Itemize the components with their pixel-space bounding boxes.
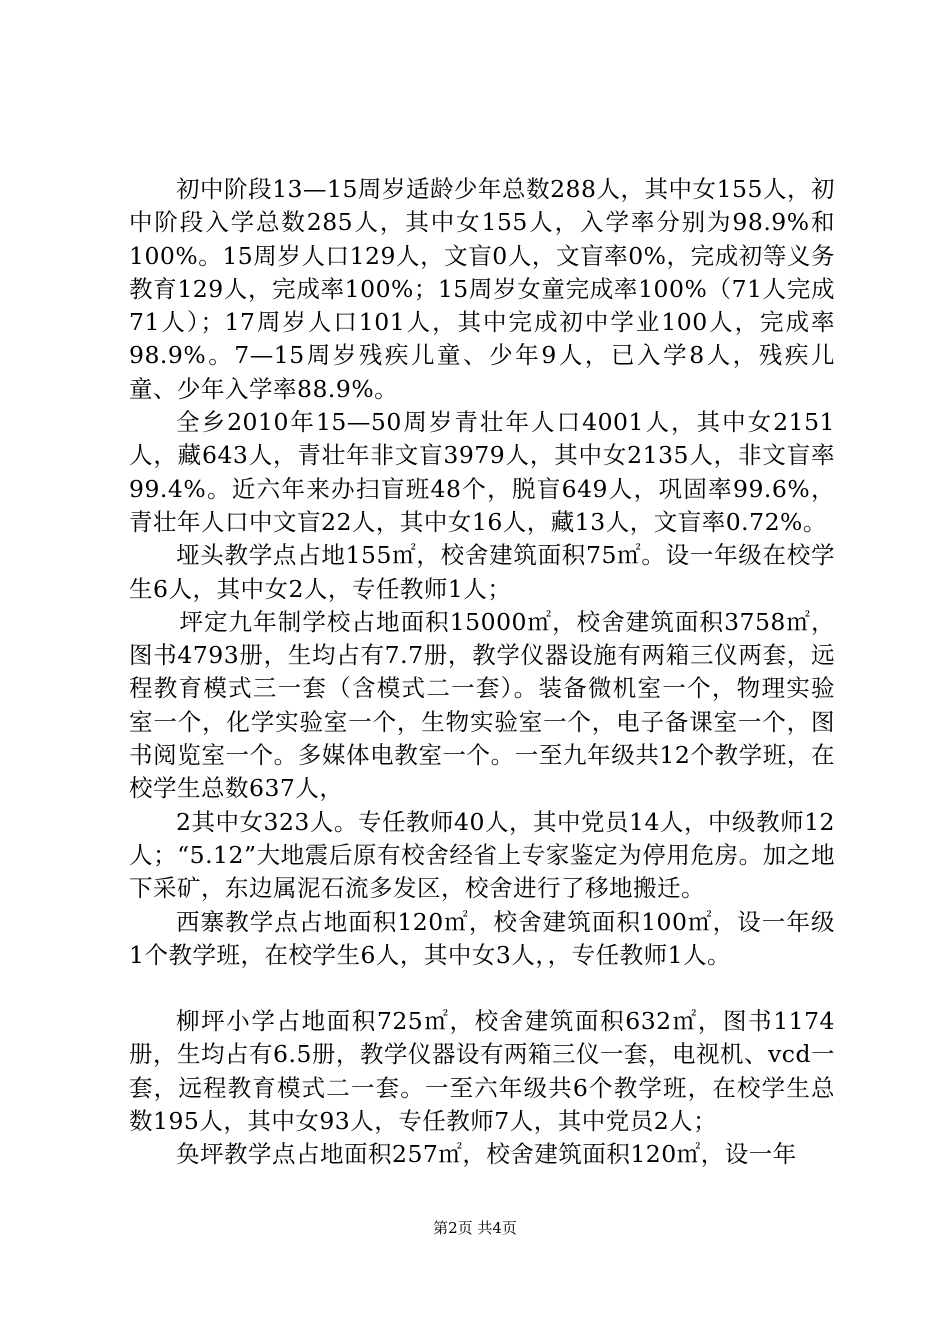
paragraph-pingding-school: 坪定九年制学校占地面积15000㎡，校舍建筑面积3758㎡，图书4793册，生均占有7.7册，教学仪器设施有两箱三仪两套，远程教育模式三一套（含模式二一套）。装备微机室一个，物理实验室一个，化学实验室一个，生物实验室一个，电子备课室一个，图书阅览室一个。多媒体电教室一个。一至九年级共12个教学班，在校学生总数637人，: [129, 607, 835, 803]
blank-line: [129, 972, 835, 1005]
paragraph-huanping-school: 奂坪教学点占地面积257㎡，校舍建筑面积120㎡，设一年: [176, 1140, 797, 1169]
paragraph-xizhai-school: 西寨教学点占地面积120㎡，校舍建筑面积100㎡，设一年级1个教学班，在校学生6人，其中女3人，，专任教师1人。: [129, 907, 835, 969]
paragraph-literacy: 全乡2010年15—50周岁青壮年人口4001人，其中女2151人，藏643人，青壮年非文盲3979人，其中女2135人，非文盲率99.4%。近六年来办扫盲班48个，脱盲649人，巩固率99.6%，青壮年人口中文盲22人，其中女16人，藏13人，文盲率0.72%。: [129, 408, 835, 536]
paragraph-liuping-school: 柳坪小学占地面积725㎡，校舍建筑面积632㎡，图书1174册，生均占有6.5册，教学仪器设有两箱三仪一套，电视机、vcd一套，远程教育模式二一套。一至六年级共6个教学班，在校学生总数195人，其中女93人，专任教师7人，其中党员2人；: [129, 1007, 835, 1136]
paragraph-yatou-school: 垭头教学点占地155㎡，校舍建筑面积75㎡。设一年级在校学生6人，其中女2人，专任教师1人；: [129, 541, 835, 603]
page-footer: 第2页 共4页: [433, 1219, 517, 1237]
document-body: [129, 173, 835, 1172]
paragraph-pingding-staff: 2其中女323人。专任教师40人，其中党员14人，中级教师12人；“5.12”大地震后原有校舍经省上专家鉴定为停用危房。加之地下采矿，东边属泥石流多发区，校舍进行了移地搬迁。: [129, 807, 835, 903]
paragraph-junior-enrollment: 初中阶段13—15周岁适龄少年总数288人，其中女155人，初中阶段入学总数285人，其中女155人，入学率分别为98.9%和100%。15周岁人口129人，文盲0人，文盲率0%，完成初等义务教育129人，完成率100%；15周岁女童完成率100%（71人完成71人）；17周岁人口101人，其中完成初中学业100人，完成率98.9%。7—15周岁残疾儿童、少年9人，已入学8人，残疾儿童、少年入学率88.9%。: [129, 175, 835, 403]
